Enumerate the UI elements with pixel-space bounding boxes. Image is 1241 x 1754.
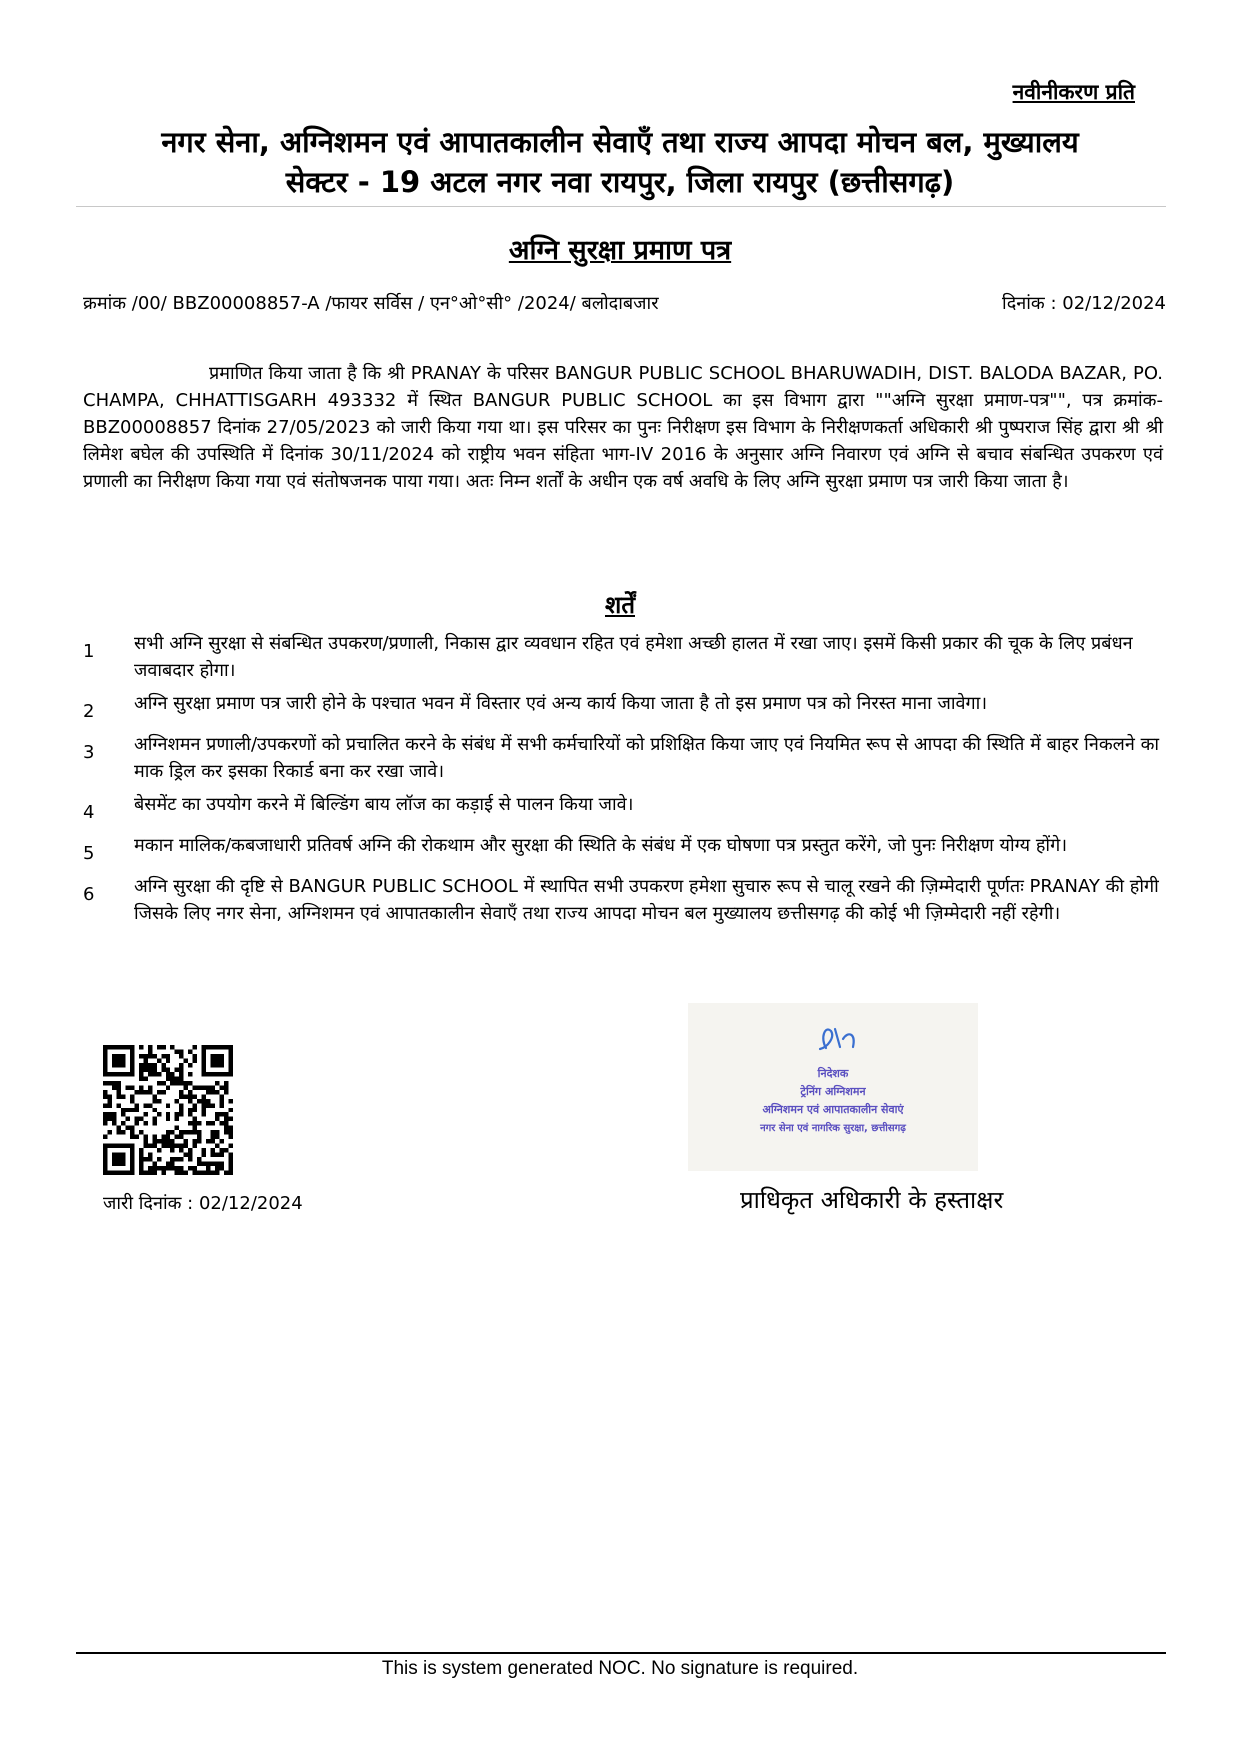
stamp-line-3: अग्निशमन एवं आपातकालीन सेवाएं xyxy=(762,1103,904,1116)
footer-divider xyxy=(76,1652,1166,1654)
condition-number: 2 xyxy=(83,701,95,722)
stamp-line-2: ट्रेनिंग अग्निशमन xyxy=(800,1085,866,1098)
condition-item xyxy=(83,630,1163,684)
condition-item xyxy=(83,690,1163,725)
condition-item xyxy=(83,873,1163,927)
signature-stamp-image xyxy=(688,1003,978,1171)
stamp-line-4: नगर सेना एवं नागरिक सुरक्षा, छत्तीसगढ़ xyxy=(760,1123,906,1134)
condition-item xyxy=(83,832,1163,867)
stamp-line-1: निदेशक xyxy=(817,1067,849,1080)
conditions-list xyxy=(83,630,1163,933)
condition-item xyxy=(83,791,1163,826)
condition-number: 5 xyxy=(83,843,95,864)
conditions-title: शर्तें xyxy=(605,591,635,619)
condition-text: बेसमेंट का उपयोग करने में बिल्डिंग बाय लॉज का कड़ाई से पालन किया जावे। xyxy=(134,794,634,815)
condition-text: सभी अग्नि सुरक्षा से संबन्धित उपकरण/प्रणाली, निकास द्वार व्यवधान रहित एवं हमेशा अच्छी हालत में रखा जाए। इसमें किसी प्रकार की चूक के लिए प्रबंधन जवाबदार होगा। xyxy=(134,633,1133,681)
condition-item xyxy=(83,731,1163,785)
certificate-body: प्रमाणित किया जाता है कि श्री PRANAY के परिसर BANGUR PUBLIC SCHOOL BHARUWADIH, DIST. BALODA BAZAR, PO. CHAMPA, CHHATTISGARH 493332 में स्थित BANGUR PUBLIC SCHOOL का इस विभाग द्वारा ""अग्नि सुरक्षा प्रमाण-पत्र"", पत्र क्रमांक- BBZ00008857 दिनांक 27/05/2023 को जारी किया गया था। इस परिसर का पुनः निरीक्षण इस विभाग के निरीक्षणकर्ता अधिकारी श्री पुष्पराज सिंह द्वारा श्री श्री लिमेश बघेल की उपस्थिति में दिनांक 30/11/2024 को राष्ट्रीय भवन संहिता भाग-IV 2016 के अनुसार अग्नि निवारण एवं अग्नि से बचाव संबन्धित उपकरण एवं प्रणाली का निरीक्षण किया गया एवं संतोषजनक पाया गया। अतः निम्न शर्तों के अधीन एक वर्ष अवधि के लिए अग्नि सुरक्षा प्रमाण पत्र जारी किया जाता है। xyxy=(83,363,1163,492)
header-divider xyxy=(76,206,1166,207)
condition-text: अग्निशमन प्रणाली/उपकरणों को प्रचालित करने के संबंध में सभी कर्मचारियों को प्रशिक्षित किया जाए एवं नियमित रूप से आपदा की स्थिति में बाहर निकलने का माक ड्रिल कर इसका रिकार्ड बना कर रखा जावे। xyxy=(134,734,1160,782)
condition-text: अग्नि सुरक्षा प्रमाण पत्र जारी होने के पश्चात भवन में विस्तार एवं अन्य कार्य किया जाता है तो इस प्रमाण पत्र को निरस्त माना जावेगा। xyxy=(134,693,988,714)
header-line-1: नगर सेना, अग्निशमन एवं आपातकालीन सेवाएँ तथा राज्य आपदा मोचन बल, मुख्यालय xyxy=(161,125,1079,159)
condition-number: 1 xyxy=(83,641,95,662)
condition-text: मकान मालिक/कबजाधारी प्रतिवर्ष अग्नि की रोकथाम और सुरक्षा की स्थिति के संबंध में एक घोषणा पत्र प्रस्तुत करेंगे, जो पुनः निरीक्षण योग्य होंगे। xyxy=(134,835,1068,856)
footer-note: This is system generated NOC. No signature is required. xyxy=(381,1658,859,1679)
issue-date: जारी दिनांक : 02/12/2024 xyxy=(103,1193,303,1214)
condition-text: अग्नि सुरक्षा की दृष्टि से BANGUR PUBLIC SCHOOL में स्थापित सभी उपकरण हमेशा सुचारु रूप से चालू रखने की ज़िम्मेदारी पूर्णतः PRANAY की होगी जिसके लिए नगर सेना, अग्निशमन एवं आपातकालीन सेवाएँ तथा राज्य आपदा मोचन बल मुख्यालय छत्तीसगढ़ की कोई भी ज़िम्मेदारी नहीं रहेगी। xyxy=(134,876,1159,924)
condition-number: 3 xyxy=(83,742,95,763)
signature-caption: प्राधिकृत अधिकारी के हस्ताक्षर xyxy=(740,1186,1004,1214)
condition-number: 4 xyxy=(83,802,95,823)
signature-stroke-icon xyxy=(820,1029,854,1049)
qr-code-icon xyxy=(103,1045,233,1175)
certificate-title: अग्नि सुरक्षा प्रमाण पत्र xyxy=(508,235,732,266)
copy-type-label: नवीनीकरण प्रति xyxy=(1012,80,1135,104)
reference-number: क्रमांक /00/ BBZ00008857-A /फायर सर्विस / एन°ओ°सी° /2024/ बलोदाबजार xyxy=(83,293,659,314)
header-line-2: सेक्टर - 19 अटल नगर नवा रायपुर, जिला रायपुर (छत्तीसगढ़) xyxy=(285,165,955,199)
certificate-date: दिनांक : 02/12/2024 xyxy=(1002,293,1166,314)
condition-number: 6 xyxy=(83,884,95,905)
